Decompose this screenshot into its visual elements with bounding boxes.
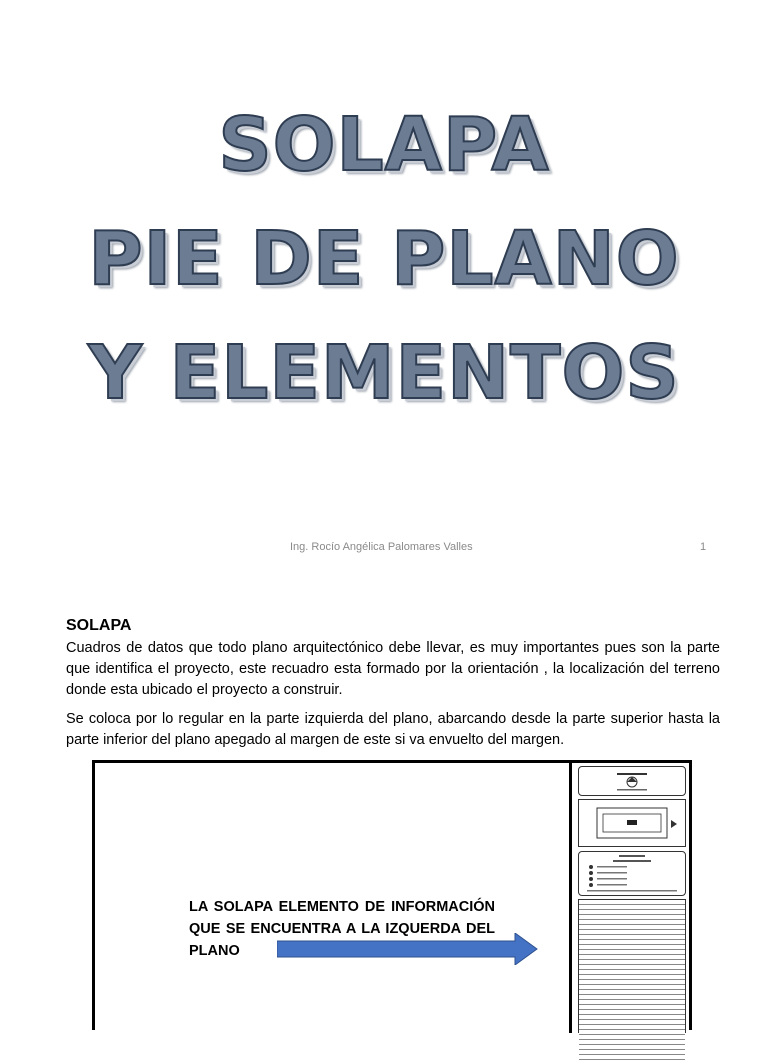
callout-text: LA SOLAPA ELEMENTO DE INFORMACIÓN QUE SE ENCUENTRA A LA IZQUERDA DEL PLANO bbox=[189, 899, 495, 959]
solapa-strip bbox=[569, 763, 690, 1033]
section-title: SOLAPA bbox=[66, 617, 132, 634]
orientation-block bbox=[578, 766, 686, 796]
content-slide bbox=[0, 580, 768, 1024]
footer-author: Ing. Rocío Angélica Palomares Valles bbox=[290, 541, 473, 553]
slide-title bbox=[0, 88, 768, 430]
location-block bbox=[578, 799, 686, 847]
data-table-block bbox=[578, 899, 686, 1033]
plan-frame bbox=[92, 760, 692, 1030]
title-line-1: SOLAPA bbox=[218, 102, 550, 188]
title-line-3: Y ELEMENTOS bbox=[88, 330, 680, 416]
paragraph-1: Cuadros de datos que todo plano arquitectónico debe llevar, es muy importantes pues son la parte que identifica el proyecto, este recuadro esta formado por la orientación , la localización del terreno donde esta ubicado el proyecto a construir. bbox=[66, 640, 720, 698]
location-sketch-icon bbox=[579, 800, 685, 846]
north-arrow-icon bbox=[579, 767, 685, 795]
symbology-icon bbox=[579, 852, 685, 895]
symbology-block bbox=[578, 851, 686, 896]
paragraph-2: Se coloca por lo regular en la parte izquierda del plano, abarcando desde la parte superior hasta la parte inferior del plano apegado al margen de este si va envuelto del margen. bbox=[66, 711, 720, 748]
title-line-2: PIE DE PLANO bbox=[88, 216, 680, 302]
arrow-icon bbox=[277, 933, 539, 965]
page-number: 1 bbox=[700, 541, 707, 553]
